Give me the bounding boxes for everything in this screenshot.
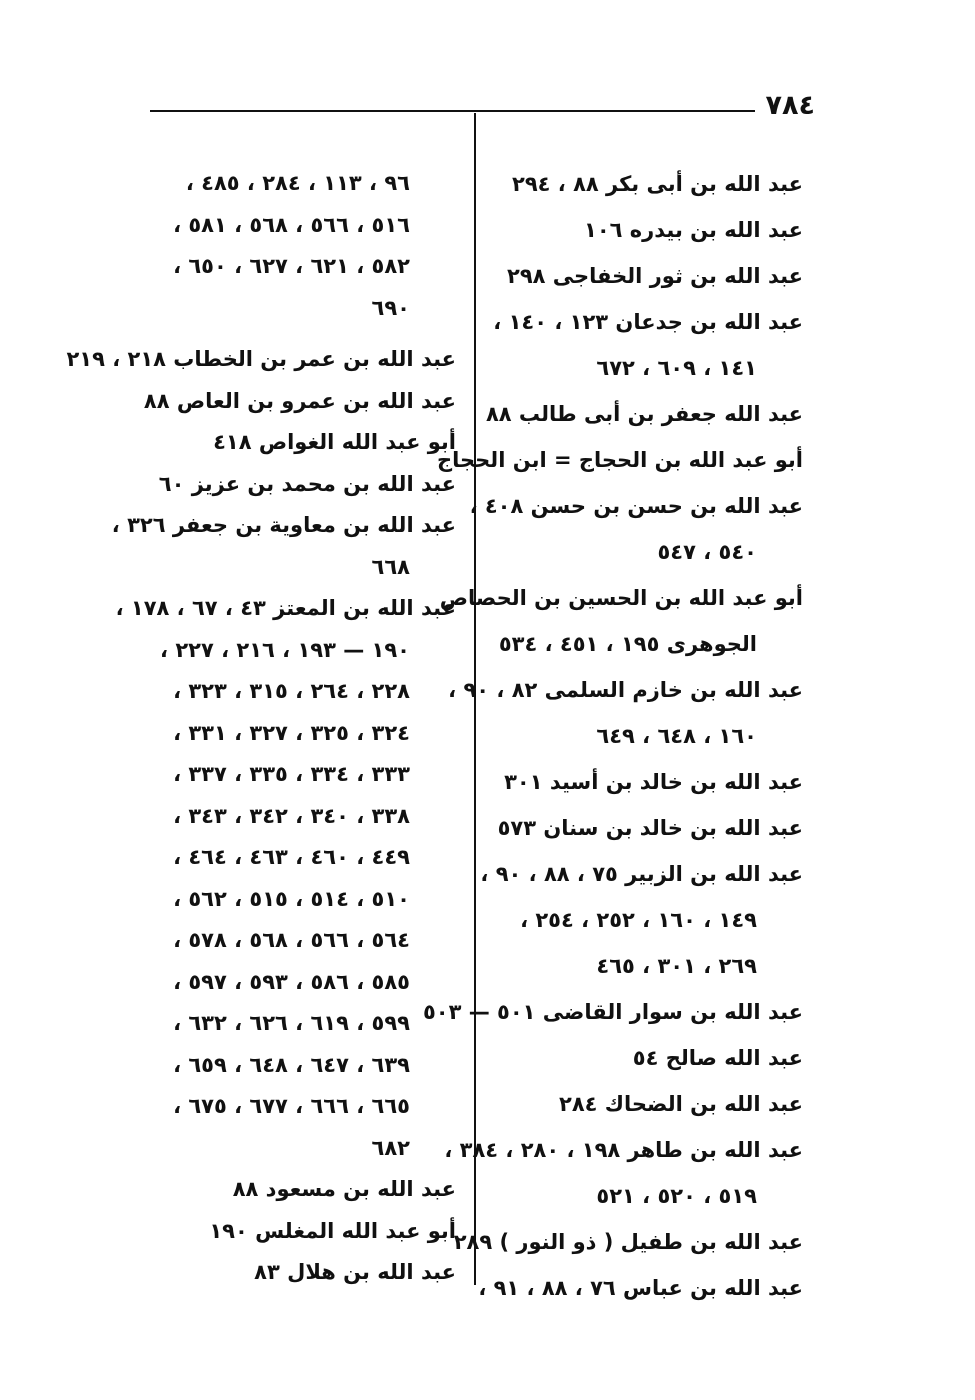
index-entry-continuation: ٥٤٠ ، ٥٤٧ <box>657 540 757 564</box>
index-entry-continuation: ٢٦٩ ، ٣٠١ ، ٤٦٥ <box>596 954 757 978</box>
index-entry-continuation: ٦٨٢ <box>371 1135 410 1160</box>
index-entry-continuation: ٣٢٤ ، ٣٢٥ ، ٣٢٧ ، ٣٣١ ، <box>173 720 410 745</box>
index-entry-continuation: ٥١٩ ، ٥٢٠ ، ٥٢١ <box>596 1184 757 1208</box>
index-entry: عبد الله بن طفيل ( ذو النور ) ٢٨٩ <box>453 1230 803 1254</box>
index-entry: عبد الله بن عمرو بن العاص ٨٨ <box>143 388 456 413</box>
index-column-right <box>422 166 803 1316</box>
index-entry: عبد الله بن عباس ٧٦ ، ٨٨ ، ٩١ ، <box>478 1276 803 1300</box>
index-entry: أبو عبد الله بن الحجاج = ابن الحجاج <box>437 448 803 472</box>
index-entry-continuation: ٥١٠ ، ٥١٤ ، ٥١٥ ، ٥٦٢ ، <box>173 886 410 911</box>
header-rule <box>150 110 755 112</box>
index-entry-continuation: ٢٢٨ ، ٢٦٤ ، ٣١٥ ، ٣٢٣ ، <box>173 679 410 703</box>
index-entry: عبد الله بن عمر بن الخطاب ٢١٨ ، ٢١٩ <box>66 347 456 371</box>
index-entry: عبد الله بن محمد بن عزيز ٦٠ <box>158 471 456 496</box>
index-entry: عبد الله بن سوار القاضى ٥٠١ — ٥٠٣ <box>422 1000 803 1024</box>
index-entry: عبد الله بن خازم السلمى ٨٢ ، ٩٠ ، <box>448 678 803 702</box>
index-entry: عبد الله بن الضحاك ٢٨٤ <box>559 1092 803 1116</box>
index-entry-continuation: ٥١٦ ، ٥٦٦ ، ٥٦٨ ، ٥٨١ ، <box>173 212 410 237</box>
index-entry-continuation: ٣٣٨ ، ٣٤٠ ، ٣٤٢ ، ٣٤٣ ، <box>173 803 410 828</box>
index-entry: عبد الله بن الزبير ٧٥ ، ٨٨ ، ٩٠ ، <box>480 862 803 886</box>
index-entry: عبد الله بن مسعود ٨٨ <box>232 1177 456 1201</box>
index-entry-continuation: ٥٨٢ ، ٦٢١ ، ٦٢٧ ، ٦٥٠ ، <box>173 254 410 278</box>
index-entry: عبد الله بن المعتز ٤٣ ، ٦٧ ، ١٧٨ ، <box>115 596 456 620</box>
index-entry: عبد الله بن حسن بن حسن ٤٠٨ ، <box>469 494 803 518</box>
index-entry: أبو عبد الله الغواص ٤١٨ <box>213 430 456 454</box>
index-column-left <box>66 166 456 1297</box>
index-entry-continuation: ٥٩٩ ، ٦١٩ ، ٦٢٦ ، ٦٣٢ ، <box>173 1011 410 1035</box>
index-entry-continuation: ٦٩٠ <box>371 295 410 320</box>
index-entry-continuation: ٣٣٣ ، ٣٣٤ ، ٣٣٥ ، ٣٣٧ ، <box>173 762 410 786</box>
index-entry: عبد الله بن هلال ٨٣ <box>254 1260 456 1284</box>
index-entry: أبو عبد الله المغلس ١٩٠ <box>209 1218 456 1243</box>
index-entry: عبد الله بن بيدره ١٠٦ <box>584 218 803 242</box>
index-entry-continuation: ٩٦ ، ١١٣ ، ٢٨٤ ، ٤٨٥ ، <box>185 171 410 195</box>
index-entry: عبد الله بن طاهر ١٩٨ ، ٢٨٠ ، ٣٨٤ ، <box>444 1138 803 1162</box>
index-entry-continuation: ٦٦٨ <box>371 554 410 579</box>
index-entry-continuation: ١٤٩ ، ١٦٠ ، ٢٥٢ ، ٢٥٤ ، <box>520 908 757 932</box>
index-entry: عبد الله جعفر بن أبى طالب ٨٨ <box>485 402 803 426</box>
index-entry-continuation: ١٦٠ ، ٦٤٨ ، ٦٤٩ <box>596 724 757 748</box>
index-entry-continuation: ٦٦٥ ، ٦٦٦ ، ٦٧٧ ، ٦٧٥ ، <box>173 1094 410 1118</box>
index-entry: عبد الله بن معاوية بن جعفر ٣٢٦ ، <box>111 513 456 537</box>
index-entry: عبد الله بن جدعان ١٢٣ ، ١٤٠ ، <box>493 310 803 334</box>
index-entry-continuation: ١٤١ ، ٦٠٩ ، ٦٧٢ <box>596 356 757 380</box>
index-entry: أبو عبد الله بن الحسين بن الحصاص <box>439 586 803 610</box>
index-entry: عبد الله بن ثور الخفاجى ٢٩٨ <box>507 264 803 288</box>
index-entry: عبد الله بن خالد بن سنان ٥٧٣ <box>497 816 803 840</box>
index-entry: عبد الله بن خالد بن أسيد ٣٠١ <box>504 770 803 794</box>
index-entry-continuation: ٥٨٥ ، ٥٨٦ ، ٥٩٣ ، ٥٩٧ ، <box>173 969 410 994</box>
page-number: ٧٨٤ <box>765 90 815 121</box>
index-entry: عبد الله بن أبى بكر ٨٨ ، ٢٩٤ <box>512 172 803 196</box>
index-entry-continuation: ٦٣٩ ، ٦٤٧ ، ٦٤٨ ، ٦٥٩ ، <box>173 1052 410 1077</box>
index-entry-continuation: ١٩٠ — ١٩٣ ، ٢١٦ ، ٢٢٧ ، <box>160 637 410 662</box>
index-entry-continuation: ٥٦٤ ، ٥٦٦ ، ٥٦٨ ، ٥٧٨ ، <box>173 928 410 952</box>
index-entry-continuation: الجوهرى ١٩٥ ، ٤٥١ ، ٥٣٤ <box>498 632 757 656</box>
entry-gap <box>150 332 456 342</box>
index-entry: عبد الله صالح ٥٤ <box>632 1046 803 1070</box>
index-entry-continuation: ٤٤٩ ، ٤٦٠ ، ٤٦٣ ، ٤٦٤ ، <box>173 845 410 869</box>
